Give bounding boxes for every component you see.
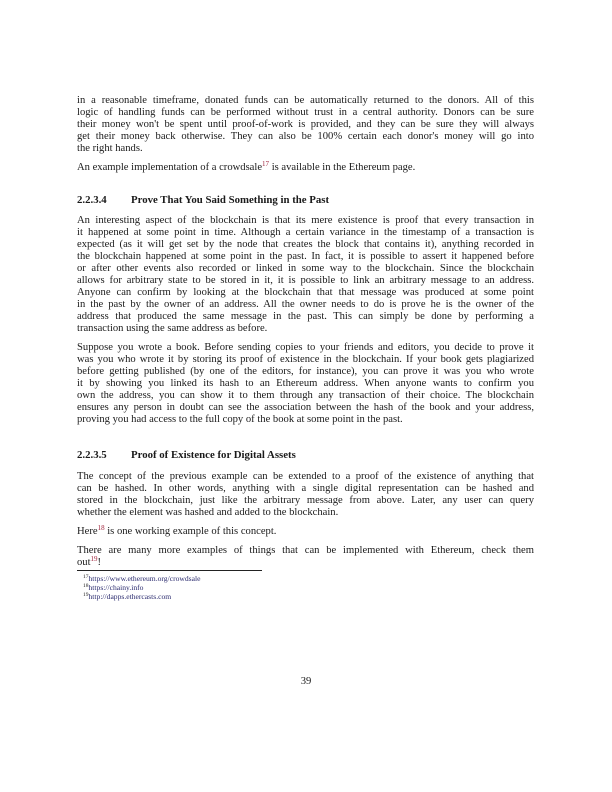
section-number: 2.2.3.4 [77,194,107,206]
paragraph-line: it by showing you linked its hash to an Ethereum address. When anyone wants to confirm you [77,378,534,389]
paragraph-line: get their money back otherwise. They can also be 100% certain each donor's money will go into [77,131,534,142]
paragraph-line: Suppose you wrote a book. Before sending copies to your friends and editors, you decide to prove it [77,342,534,353]
paragraph-line: The concept of the previous example can be extended to a proof of the existence of anything that [77,471,534,482]
paragraph-line: in the past by the owner of an address. All the owner needs to do is prove he is the owner of the [77,299,534,310]
footnote-ref[interactable]: 19 [90,555,98,563]
section-number: 2.2.3.5 [77,449,107,461]
text-segment: is available in the Ethereum page. [269,162,416,173]
paragraph-line: it happened at some point in time. Although a certain variance in the timestamp of a transaction is [77,227,534,238]
paragraph-line: There are many more examples of things that can be implemented with Ethereum, check them [77,545,534,556]
section-title: Prove That You Said Something in the Past [131,194,330,206]
paragraph-line: proving you had access to the full copy of the book at some point in the past. [77,414,403,425]
paragraph-line: address that produced the same message in the past. This can simply be done by performing a [77,311,534,322]
page-number: 39 [300,676,312,687]
paragraph-line: An interesting aspect of the blockchain is that its mere existence is proof that every transaction in [77,215,534,226]
footnote [83,591,171,601]
footnote-mark: 19 [83,592,89,598]
paragraph-line: ensures any person in doubt can see the association between the hash of the book and your address, [77,402,534,413]
paragraph-line [77,162,534,174]
footnote-link[interactable]: http://dapps.ethercasts.com [88,592,172,601]
paragraph-line: can be hashed. In other words, anything with a single digital representation can be hashed and [77,483,534,494]
footnote-rule [77,570,262,571]
paragraph-line: the right hands. [77,143,143,154]
text-segment: is one working example of this concept. [104,526,277,537]
paragraph-line [77,557,534,569]
section-heading [77,194,329,206]
text-segment: out [77,557,91,568]
paragraph-line: was you who wrote it by storing its proof of existence in the blockchain. If your book gets plagiarized [77,354,534,365]
paragraph-line: logic of handling funds can be performed without trust in a central authority. Donors can be sure [77,107,534,118]
paragraph-line: allows for arbitrary state to be stored in it, it is possible to link an arbitrary message to an address. [77,275,534,286]
footnote-ref[interactable]: 17 [262,160,270,168]
paragraph-line: transaction using the same address as before. [77,323,268,334]
text-segment: An example implementation of a crowdsale [77,162,263,173]
footnote-link[interactable]: https://chainy.info [88,583,144,592]
paragraph-line: Anyone can confirm by looking at the blockchain that that message was produced at some point [77,287,534,298]
section-title: Proof of Existence for Digital Assets [131,449,296,461]
footnote-link[interactable]: https://www.ethereum.org/crowdsale [88,574,201,583]
paragraph-line: before getting published (by one of the editors, for instance), you can prove it was you who wrote [77,366,534,377]
paragraph-line: whether the element was hashed and added to the blockchain. [77,507,339,518]
text-segment: Here [77,526,98,537]
paragraph-line: stored in the blockchain, just like the arbitrary message from above. Later, any user can query [77,495,534,506]
section-heading [77,449,296,461]
footnote-mark: 18 [83,583,89,589]
paragraph-line: expected (as it will get set by the node that creates the block that contains it), anything recorded in [77,239,534,250]
text-segment: ! [97,557,102,568]
footnote-ref[interactable]: 18 [97,524,105,532]
paragraph-line: the blockchain happened at some point in the past. In fact, it is possible to assert it happened before [77,251,534,262]
paragraph-line: or after other events also recorded or linked in some way to the blockchain. Since the blockchain [77,263,534,274]
paragraph-line: own the address, you can show it to them through any transaction of their choice. The blockchain [77,390,534,401]
paragraph-line: in a reasonable timeframe, donated funds can be automatically returned to the donors. All of this [77,95,534,106]
paragraph-line: their money won't be spent until proof-of-work is provided, and they can be sure they will always [77,119,534,130]
paragraph-line [77,526,534,538]
footnote-mark: 17 [83,574,89,580]
